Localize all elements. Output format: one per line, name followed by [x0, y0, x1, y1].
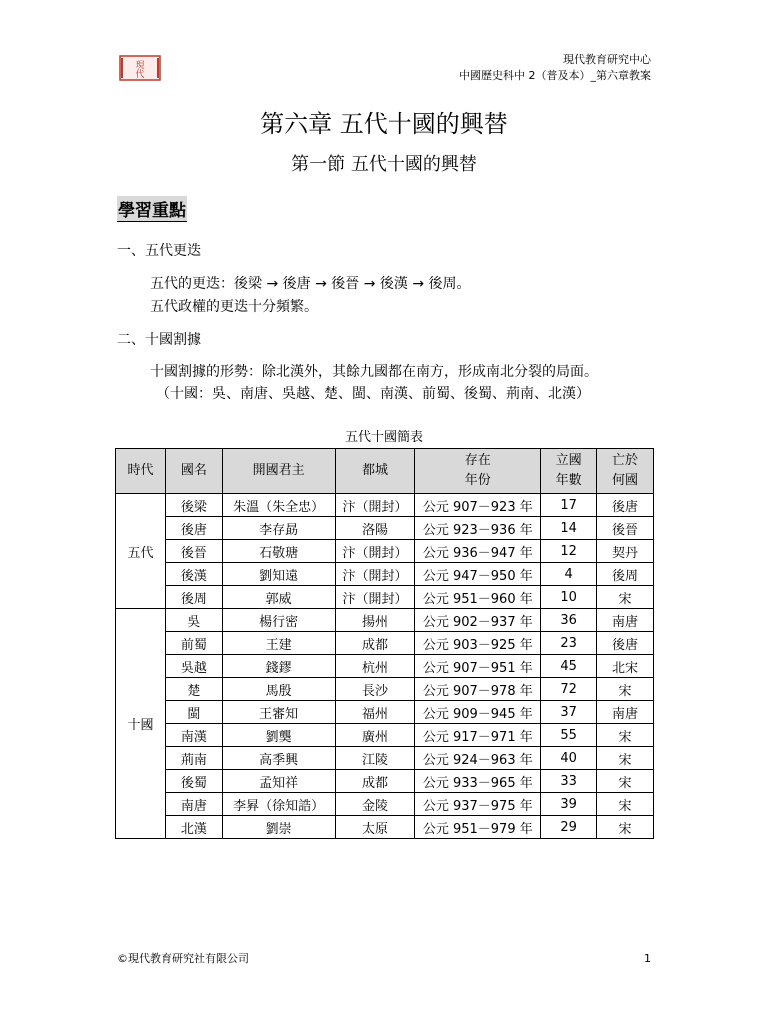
header-duration: 立國 年數: [541, 449, 597, 494]
state-cell: 後蜀: [165, 770, 222, 793]
conqueror-cell: 宋: [597, 770, 654, 793]
founder-cell: 石敬瑭: [222, 540, 335, 563]
conqueror-cell: 宋: [597, 724, 654, 747]
header-conqueror: 亡於 何國: [597, 449, 654, 494]
conqueror-cell: 宋: [597, 747, 654, 770]
state-cell: 後唐: [165, 517, 222, 540]
header-line-2: 中國歷史科中 2（普及本）_第六章教案: [459, 69, 651, 82]
table-row: [116, 701, 654, 724]
founder-cell: 劉龑: [222, 724, 335, 747]
years-cell: 公元 907－951 年: [415, 655, 541, 678]
conqueror-cell: 後唐: [597, 494, 654, 517]
header-capital: 都城: [335, 449, 415, 494]
years-cell: 公元 937－975 年: [415, 793, 541, 816]
state-cell: 楚: [165, 678, 222, 701]
point-1-line-1: 五代的更迭：後梁 → 後唐 → 後晉 → 後漢 → 後周。: [150, 276, 471, 292]
duration-cell: 10: [541, 586, 597, 609]
capital-cell: 太原: [335, 816, 415, 839]
founder-cell: 李昪（徐知誥）: [222, 793, 335, 816]
founder-cell: 李存勗: [222, 517, 335, 540]
duration-cell: 72: [541, 678, 597, 701]
point-2-line-1: 十國割據的形勢：除北漢外，其餘九國都在南方，形成南北分裂的局面。: [150, 364, 598, 380]
table-row: [116, 655, 654, 678]
conqueror-cell: 後周: [597, 563, 654, 586]
state-cell: 後晉: [165, 540, 222, 563]
founder-cell: 劉崇: [222, 816, 335, 839]
table-header-row: [116, 449, 654, 494]
founder-cell: 王審知: [222, 701, 335, 724]
page-subtitle: 第一節 五代十國的興替: [291, 154, 477, 175]
duration-cell: 12: [541, 540, 597, 563]
conqueror-cell: 契丹: [597, 540, 654, 563]
conqueror-cell: 宋: [597, 678, 654, 701]
capital-cell: 福州: [335, 701, 415, 724]
svg-text:現: 現: [135, 61, 145, 71]
table-row: [116, 586, 654, 609]
state-cell: 北漢: [165, 816, 222, 839]
table-row: [116, 563, 654, 586]
duration-cell: 33: [541, 770, 597, 793]
years-cell: 公元 933－965 年: [415, 770, 541, 793]
table-row: [116, 793, 654, 816]
table-caption: 五代十國簡表: [344, 430, 423, 445]
founder-cell: 朱溫（朱全忠）: [222, 494, 335, 517]
capital-cell: 汴（開封）: [335, 586, 415, 609]
founder-cell: 王建: [222, 632, 335, 655]
capital-cell: 成都: [335, 770, 415, 793]
capital-cell: 汴（開封）: [335, 494, 415, 517]
conqueror-cell: 後晉: [597, 517, 654, 540]
capital-cell: 金陵: [335, 793, 415, 816]
capital-cell: 廣州: [335, 724, 415, 747]
point-1-line-2: 五代政權的更迭十分頻繁。: [150, 299, 318, 315]
duration-cell: 17: [541, 494, 597, 517]
duration-cell: 55: [541, 724, 597, 747]
duration-cell: 23: [541, 632, 597, 655]
years-cell: 公元 936－947 年: [415, 540, 541, 563]
capital-cell: 長沙: [335, 678, 415, 701]
years-cell: 公元 902－937 年: [415, 609, 541, 632]
state-cell: 後周: [165, 586, 222, 609]
years-cell: 公元 907－923 年: [415, 494, 541, 517]
duration-cell: 39: [541, 793, 597, 816]
years-cell: 公元 951－979 年: [415, 816, 541, 839]
table-row: [116, 816, 654, 839]
duration-cell: 14: [541, 517, 597, 540]
svg-text:代: 代: [135, 70, 145, 80]
section-heading: 學習重點: [117, 196, 187, 222]
conqueror-cell: 北宋: [597, 655, 654, 678]
founder-cell: 高季興: [222, 747, 335, 770]
years-cell: 公元 903－925 年: [415, 632, 541, 655]
founder-cell: 孟知祥: [222, 770, 335, 793]
years-cell: 公元 947－950 年: [415, 563, 541, 586]
state-cell: 南唐: [165, 793, 222, 816]
page-header: [459, 52, 651, 84]
era-cell: 十國: [116, 609, 166, 839]
table-row: [116, 494, 654, 517]
conqueror-cell: 宋: [597, 793, 654, 816]
years-cell: 公元 907－978 年: [415, 678, 541, 701]
years-cell: 公元 924－963 年: [415, 747, 541, 770]
capital-cell: 江陵: [335, 747, 415, 770]
years-cell: 公元 951－960 年: [415, 586, 541, 609]
state-cell: 前蜀: [165, 632, 222, 655]
founder-cell: 郭威: [222, 586, 335, 609]
publisher-logo: [118, 54, 162, 82]
founder-cell: 錢鏐: [222, 655, 335, 678]
years-cell: 公元 909－945 年: [415, 701, 541, 724]
duration-cell: 37: [541, 701, 597, 724]
header-founder: 開國君主: [222, 449, 335, 494]
point-heading-2: 二、十國割據: [117, 332, 201, 348]
table-row: [116, 747, 654, 770]
state-cell: 閩: [165, 701, 222, 724]
table-row: [116, 724, 654, 747]
table-row: [116, 609, 654, 632]
table-row: [116, 678, 654, 701]
founder-cell: 楊行密: [222, 609, 335, 632]
capital-cell: 揚州: [335, 609, 415, 632]
capital-cell: 杭州: [335, 655, 415, 678]
footer-copyright: ©現代教育研究社有限公司: [117, 952, 249, 965]
state-cell: 後梁: [165, 494, 222, 517]
capital-cell: 洛陽: [335, 517, 415, 540]
header-line-1: 現代教育研究中心: [563, 53, 651, 66]
header-state: 國名: [165, 449, 222, 494]
duration-cell: 4: [541, 563, 597, 586]
conqueror-cell: 宋: [597, 586, 654, 609]
point-2-line-2: （十國：吳、南唐、吳越、楚、閩、南漢、前蜀、後蜀、荊南、北漢）: [156, 386, 590, 402]
years-cell: 公元 923－936 年: [415, 517, 541, 540]
page-title: 第六章 五代十國的興替: [260, 110, 508, 138]
point-heading-1: 一、五代更迭: [117, 243, 201, 259]
capital-cell: 成都: [335, 632, 415, 655]
era-cell: 五代: [116, 494, 166, 609]
state-cell: 吳越: [165, 655, 222, 678]
state-cell: 南漢: [165, 724, 222, 747]
conqueror-cell: 南唐: [597, 701, 654, 724]
table-row: [116, 632, 654, 655]
page-number: 1: [644, 952, 651, 965]
table-row: [116, 770, 654, 793]
conqueror-cell: 南唐: [597, 609, 654, 632]
duration-cell: 36: [541, 609, 597, 632]
duration-cell: 29: [541, 816, 597, 839]
capital-cell: 汴（開封）: [335, 540, 415, 563]
duration-cell: 45: [541, 655, 597, 678]
years-cell: 公元 917－971 年: [415, 724, 541, 747]
header-era: 時代: [116, 449, 166, 494]
conqueror-cell: 宋: [597, 816, 654, 839]
conqueror-cell: 後唐: [597, 632, 654, 655]
header-years: 存在 年份: [415, 449, 541, 494]
state-cell: 荊南: [165, 747, 222, 770]
state-cell: 吳: [165, 609, 222, 632]
capital-cell: 汴（開封）: [335, 563, 415, 586]
table-row: [116, 517, 654, 540]
state-cell: 後漢: [165, 563, 222, 586]
dynasty-table: [115, 448, 654, 839]
table-row: [116, 540, 654, 563]
duration-cell: 40: [541, 747, 597, 770]
founder-cell: 馬殷: [222, 678, 335, 701]
founder-cell: 劉知遠: [222, 563, 335, 586]
